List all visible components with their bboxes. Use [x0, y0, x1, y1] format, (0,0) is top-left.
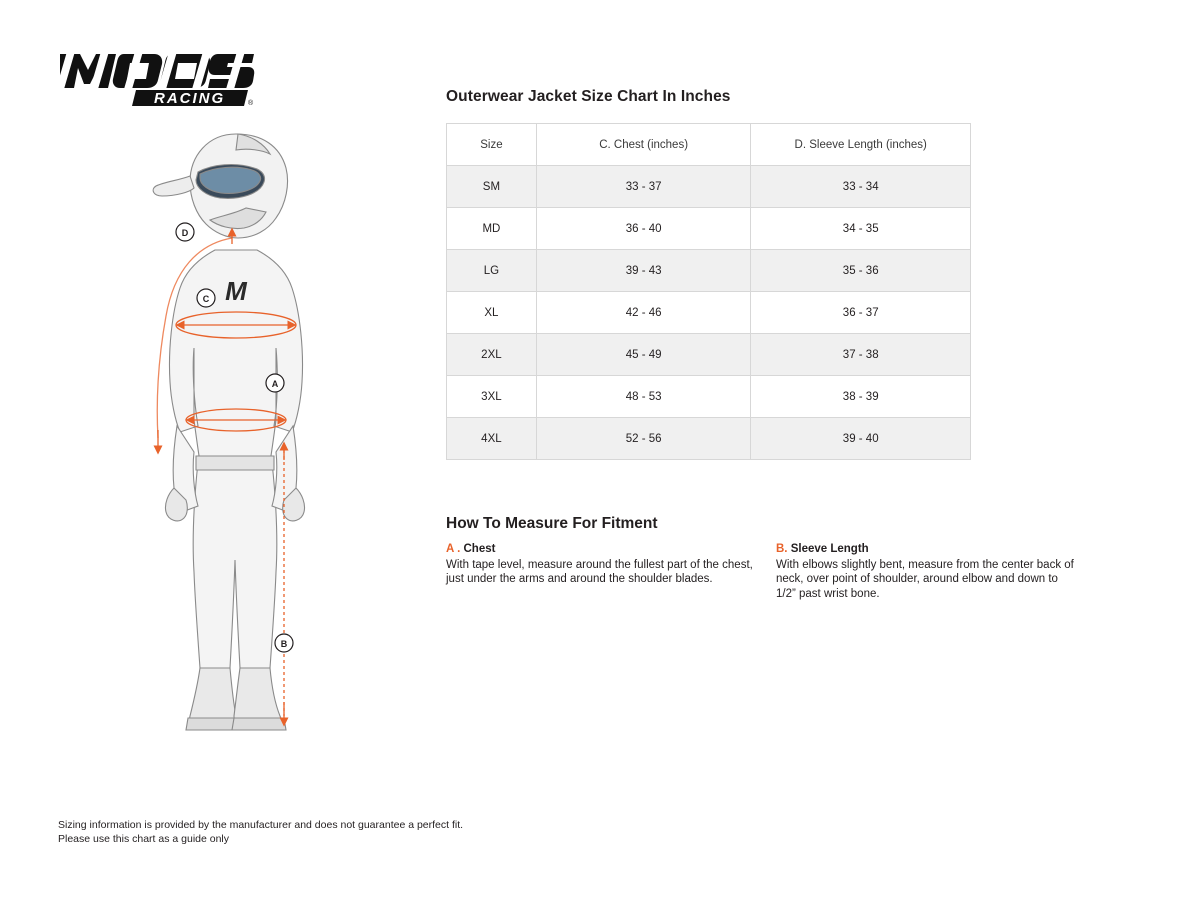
cell-chest: 52 - 56 — [536, 418, 751, 460]
measure-text-sleeve: With elbows slightly bent, measure from the center back of neck, over point of shoulder, around elbow and down to 1/2” past wrist bone. — [776, 559, 1074, 600]
measure-label-sleeve: Sleeve Length — [790, 543, 869, 555]
size-chart-table — [446, 123, 971, 460]
cell-chest: 45 - 49 — [536, 334, 751, 376]
cell-size: 4XL — [447, 418, 537, 460]
measure-item-sleeve — [776, 542, 1076, 601]
table-row — [447, 334, 971, 376]
table-row — [447, 208, 971, 250]
jersey-logo-mark — [225, 276, 248, 306]
cell-chest: 42 - 46 — [536, 292, 751, 334]
cell-sleeve: 34 - 35 — [751, 208, 971, 250]
how-to-measure-title: How To Measure For Fitment — [446, 515, 658, 532]
cell-sleeve: 36 - 37 — [751, 292, 971, 334]
table-row — [447, 292, 971, 334]
table-row — [447, 166, 971, 208]
cell-chest: 48 - 53 — [536, 376, 751, 418]
cell-size: 2XL — [447, 334, 537, 376]
rider-measurement-figure — [120, 120, 420, 740]
cell-sleeve: 35 - 36 — [751, 250, 971, 292]
column-header-sleeve: D. Sleeve Length (inches) — [751, 124, 971, 166]
cell-size: LG — [447, 250, 537, 292]
page-title: Outerwear Jacket Size Chart In Inches — [446, 88, 731, 105]
figure-marker-a: A — [271, 379, 279, 389]
cell-size: XL — [447, 292, 537, 334]
cell-sleeve: 38 - 39 — [751, 376, 971, 418]
cell-sleeve: 33 - 34 — [751, 166, 971, 208]
table-row — [447, 250, 971, 292]
cell-chest: 39 - 43 — [536, 250, 751, 292]
measure-letter-a: A . — [446, 543, 461, 555]
cell-chest: 36 - 40 — [536, 208, 751, 250]
column-header-chest: C. Chest (inches) — [536, 124, 751, 166]
disclaimer-line-2: Please use this chart as a guide only — [58, 833, 230, 845]
cell-size: 3XL — [447, 376, 537, 418]
measure-text-chest: With tape level, measure around the fullest part of the chest, just under the arms and around the shoulder blades. — [446, 559, 753, 586]
cell-size: MD — [447, 208, 537, 250]
measure-letter-b: B. — [776, 543, 788, 555]
disclaimer-line-1: Sizing information is provided by the manufacturer and does not guarantee a perfect fit. — [58, 819, 464, 831]
table-header-row — [447, 124, 971, 166]
figure-marker-d: D — [181, 228, 189, 238]
disclaimer — [58, 818, 463, 846]
svg-text:M: M — [225, 276, 247, 306]
measure-item-chest — [446, 542, 756, 587]
table-row — [447, 418, 971, 460]
column-header-size: Size — [447, 124, 537, 166]
brand-trademark: ® — [248, 100, 254, 107]
cell-size: SM — [447, 166, 537, 208]
cell-sleeve: 37 - 38 — [751, 334, 971, 376]
figure-marker-b: B — [280, 639, 288, 649]
cell-sleeve: 39 - 40 — [751, 418, 971, 460]
cell-chest: 33 - 37 — [536, 166, 751, 208]
brand-sub-text: RACING — [154, 90, 226, 107]
brand-logo — [58, 48, 258, 110]
measure-label-chest: Chest — [463, 543, 496, 555]
figure-marker-c: C — [202, 294, 210, 304]
table-row — [447, 376, 971, 418]
